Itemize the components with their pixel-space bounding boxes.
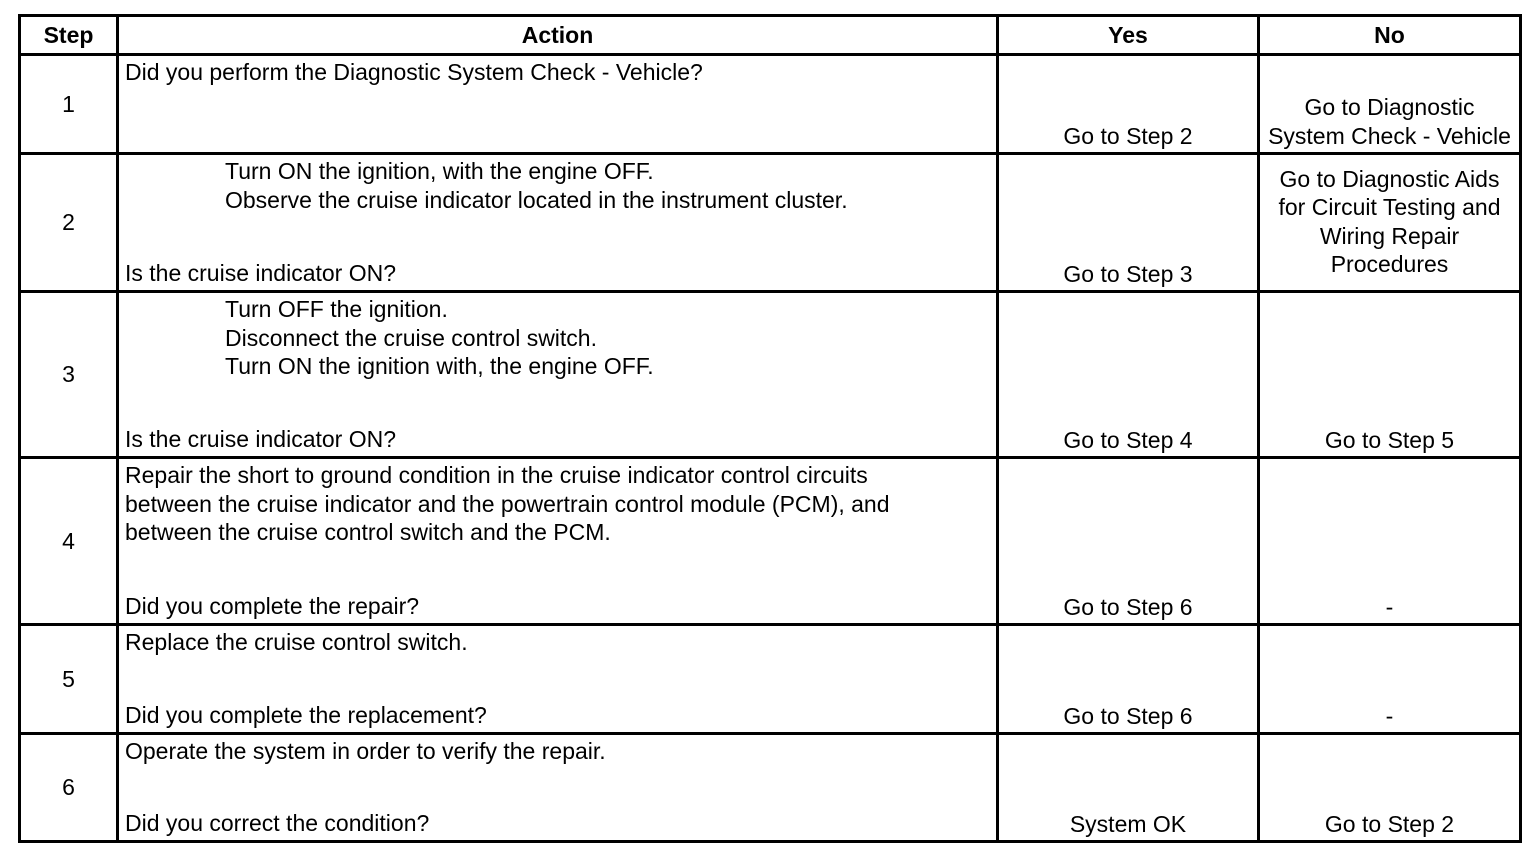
table-row-step-6	[20, 734, 1521, 842]
header-step: Step	[20, 16, 118, 55]
yes-cell	[998, 458, 1259, 625]
substep: Turn OFF the ignition.	[225, 296, 448, 322]
action-cell	[118, 55, 998, 154]
no-result: Go to Diagnostic Aids for Circuit Testing and Wiring Repair Procedures	[1278, 165, 1501, 277]
header-action: Action	[118, 16, 998, 55]
step-number: 1	[20, 55, 118, 154]
yes-result: Go to Step 6	[1063, 593, 1193, 620]
table-row-step-4	[20, 458, 1521, 625]
no-result: -	[1385, 593, 1394, 620]
no-result: -	[1385, 702, 1394, 729]
action-cell	[118, 458, 998, 625]
step-number: 6	[20, 734, 118, 842]
no-cell	[1259, 154, 1521, 292]
action-cell	[118, 734, 998, 842]
action-cell	[118, 625, 998, 734]
no-cell	[1259, 292, 1521, 458]
substep: Observe the cruise indicator located in the instrument cluster.	[225, 186, 848, 213]
diagnostic-table	[18, 14, 1522, 843]
action-text: Repair the short to ground condition in the cruise indicator control circuits	[125, 462, 868, 488]
yes-cell	[998, 625, 1259, 734]
action-question: Is the cruise indicator ON?	[125, 259, 397, 286]
step-number: 4	[20, 458, 118, 625]
action-text: between the cruise control switch and the PCM.	[125, 519, 611, 545]
header-no: No	[1259, 16, 1521, 55]
header-yes: Yes	[998, 16, 1259, 55]
table-row-step-5	[20, 625, 1521, 734]
table-row-step-2	[20, 154, 1521, 292]
action-cell	[118, 154, 998, 292]
no-result: Go to Diagnostic System Check - Vehicle	[1268, 94, 1511, 149]
yes-result: Go to Step 2	[1063, 122, 1193, 149]
action-cell	[118, 292, 998, 458]
no-cell	[1259, 625, 1521, 734]
substep: Turn ON the ignition with, the engine OFF.	[225, 353, 654, 379]
yes-cell	[998, 734, 1259, 842]
action-text: Did you perform the Diagnostic System Check - Vehicle?	[125, 59, 703, 85]
action-question: Is the cruise indicator ON?	[125, 425, 397, 452]
action-question: Did you correct the condition?	[125, 809, 430, 836]
no-result: Go to Step 2	[1324, 810, 1455, 837]
table-row-step-3	[20, 292, 1521, 458]
yes-result: Go to Step 4	[1063, 426, 1193, 453]
substep: Turn ON the ignition, with the engine OFF.	[225, 158, 654, 184]
action-text: Operate the system in order to verify the repair.	[125, 738, 606, 764]
action-question: Did you complete the replacement?	[125, 701, 487, 728]
table-row-step-1	[20, 55, 1521, 154]
substep: Disconnect the cruise control switch.	[225, 324, 597, 351]
yes-result: Go to Step 6	[1063, 702, 1193, 729]
yes-result: System OK	[1069, 810, 1187, 837]
no-cell	[1259, 734, 1521, 842]
action-text: Replace the cruise control switch.	[125, 629, 468, 655]
no-cell	[1259, 55, 1521, 154]
yes-cell	[998, 292, 1259, 458]
no-cell	[1259, 458, 1521, 625]
step-number: 3	[20, 292, 118, 458]
header-row	[20, 16, 1521, 55]
yes-cell	[998, 55, 1259, 154]
yes-result: Go to Step 3	[1063, 260, 1193, 287]
no-result: Go to Step 5	[1324, 426, 1455, 453]
action-text: between the cruise indicator and the powertrain control module (PCM), and	[125, 490, 890, 517]
action-question: Did you complete the repair?	[125, 592, 420, 619]
yes-cell	[998, 154, 1259, 292]
step-number: 5	[20, 625, 118, 734]
step-number: 2	[20, 154, 118, 292]
